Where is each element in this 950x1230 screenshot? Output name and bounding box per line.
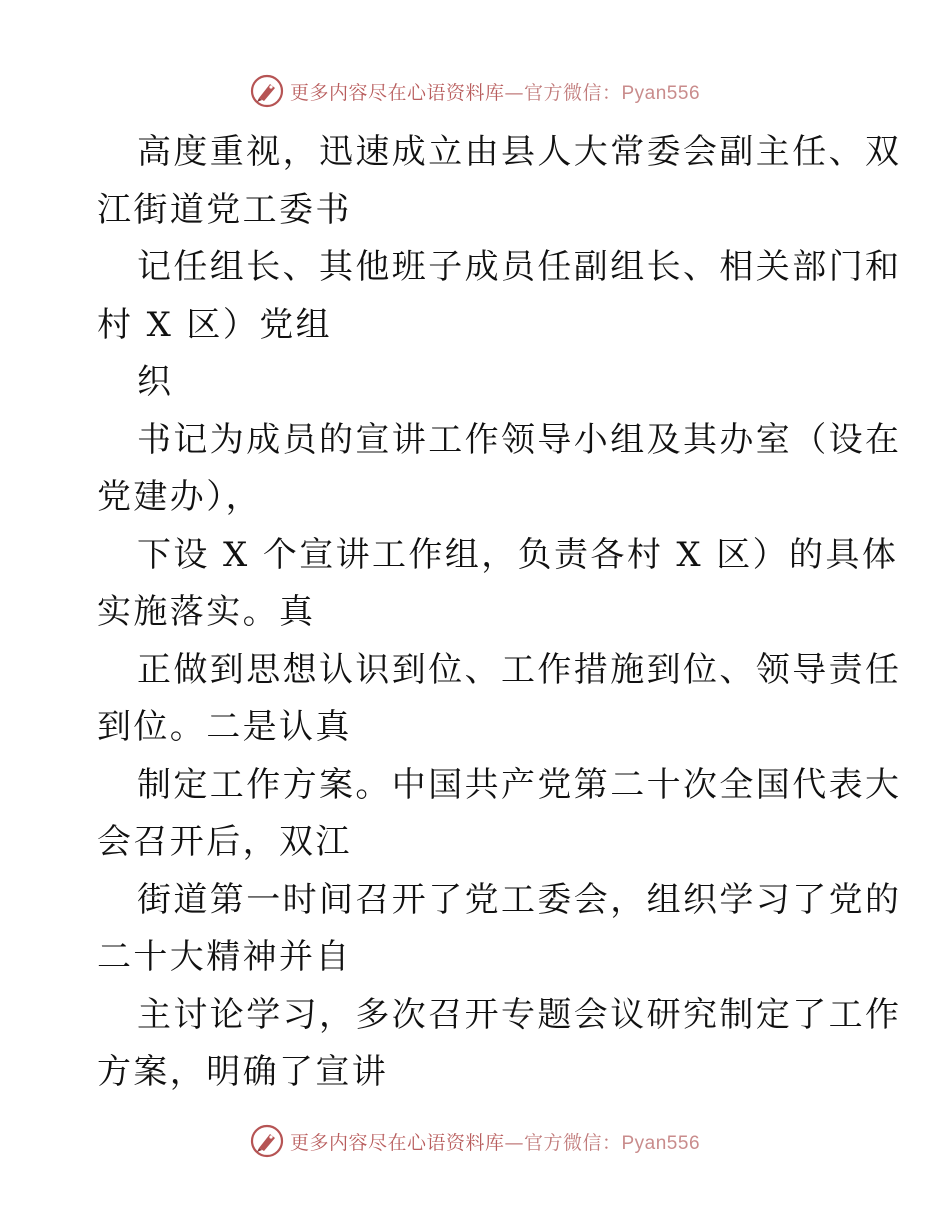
text-line: 村 X 区）党组 <box>97 304 333 345</box>
document-body <box>97 124 902 1102</box>
pen-nib-icon <box>250 1124 284 1158</box>
text-line: 高度重视，迅速成立由县人大常委会副主任、双 <box>137 132 902 172</box>
pen-nib-icon <box>250 74 284 108</box>
watermark-brand: 更多内容尽在心语资料库 <box>289 81 505 104</box>
watermark-wechat-label: 官方微信： <box>523 81 622 104</box>
footer-watermark <box>0 1121 950 1161</box>
text-line: 主讨论学习，多次召开专题会议研究制定了工作 <box>137 994 902 1035</box>
text-line: 制定工作方案。中国共产党第二十次全国代表大 <box>137 764 902 805</box>
watermark-text <box>290 1128 700 1155</box>
text-line: 下设 X 个宣讲工作组，负责各村 X 区）的具体 <box>137 534 899 575</box>
text-line: 方案，明确了宣讲 <box>97 1052 389 1092</box>
watermark-brand: 更多内容尽在心语资料库 <box>289 1131 505 1154</box>
text-line: 记任组长、其他班子成员任副组长、相关部门和 <box>137 247 902 287</box>
text-line: 实施落实。真 <box>97 592 316 632</box>
watermark-wechat-label: 官方微信： <box>523 1131 622 1154</box>
text-line: 到位。二是认真 <box>97 707 352 747</box>
text-line: 党建办）， <box>97 477 262 517</box>
text-line: 书记为成员的宣讲工作领导小组及其办室（设在 <box>137 419 902 460</box>
text-line: 正做到思想认识到位、工作措施到位、领导责任 <box>137 649 902 690</box>
text-line: 街道第一时间召开了党工委会，组织学习了党的 <box>137 879 902 920</box>
text-line: 会召开后，双江 <box>97 822 352 862</box>
text-line: 织 <box>137 362 174 402</box>
text-line: 江街道党工委书 <box>97 189 352 230</box>
watermark-text <box>290 78 700 105</box>
watermark-dash: — <box>504 1131 524 1154</box>
watermark-wechat-id: Pyan556 <box>621 1132 701 1154</box>
watermark-wechat-id: Pyan556 <box>621 82 701 104</box>
text-line: 二十大精神并自 <box>97 937 352 977</box>
header-watermark <box>0 71 950 111</box>
watermark-dash: — <box>504 81 524 104</box>
